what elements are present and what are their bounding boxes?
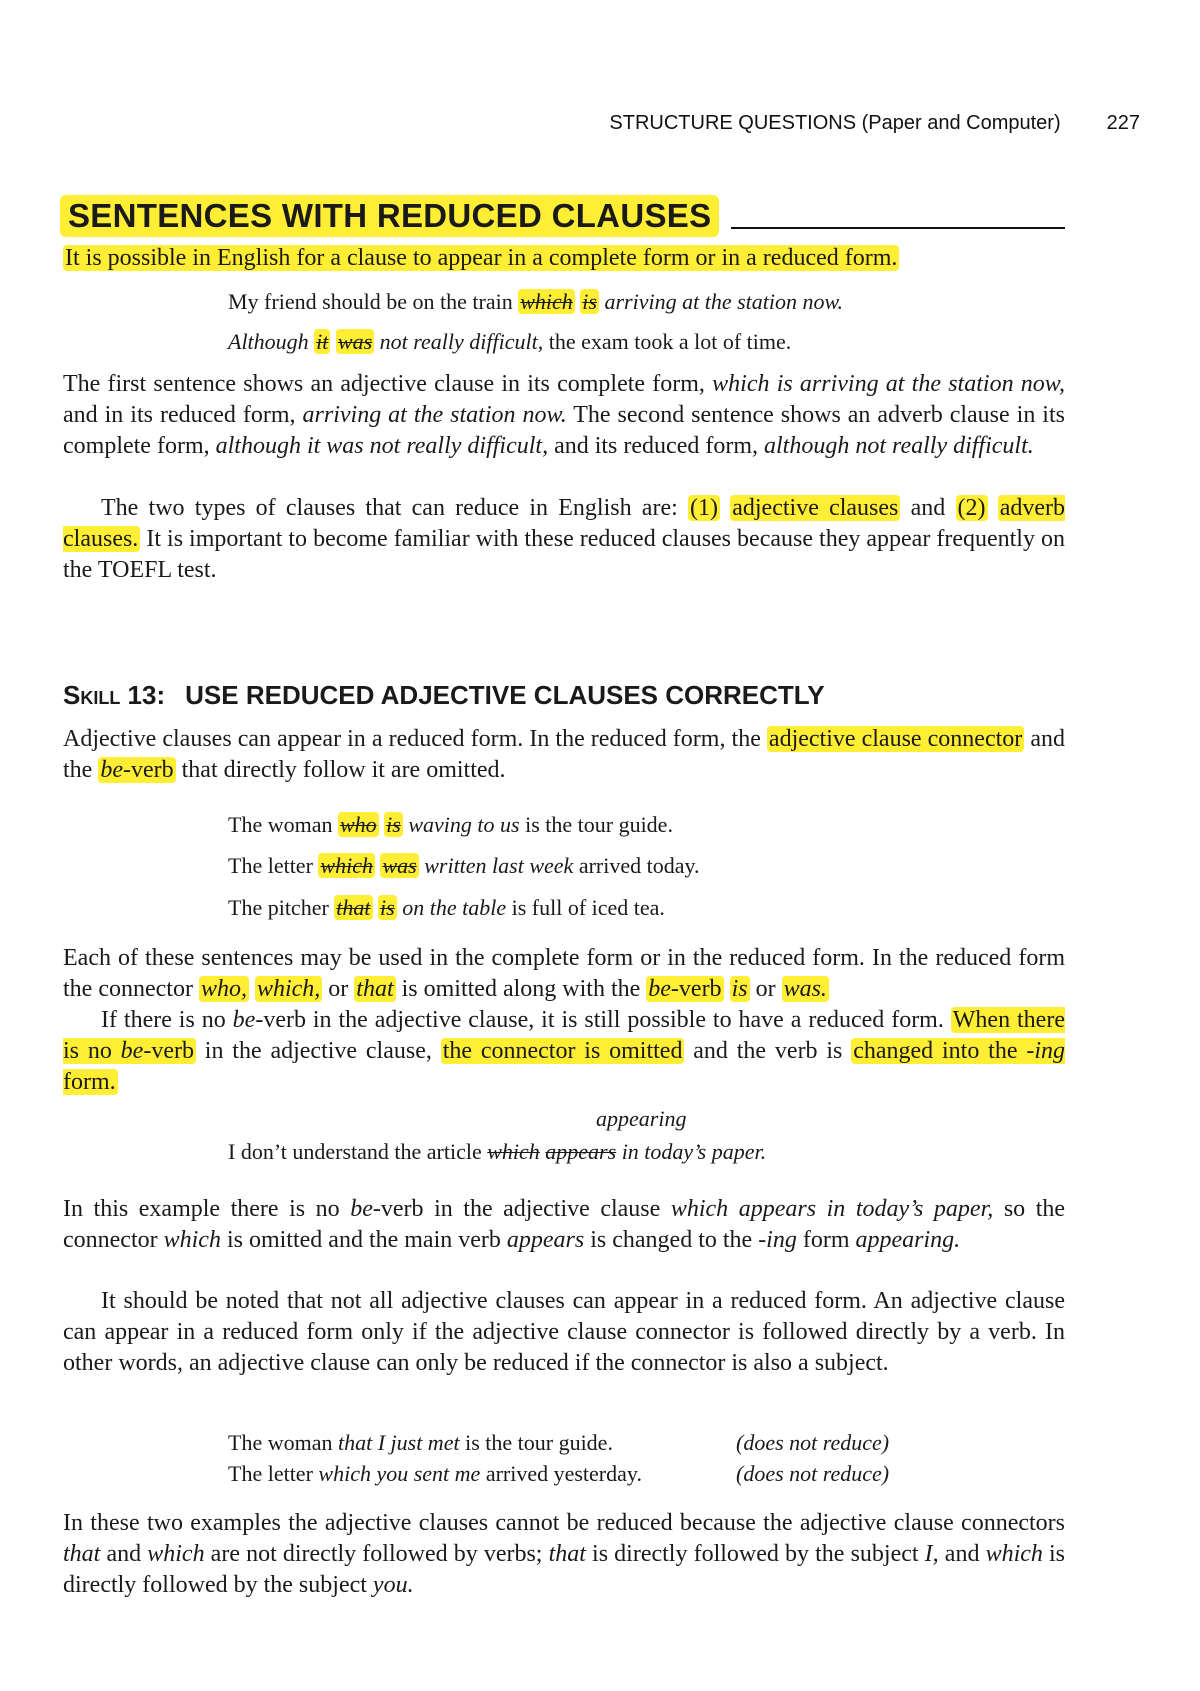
highlight-run: who, [200,976,247,1002]
text-run: The first sentence shows an adjective clause in its complete form, [63,371,713,397]
text-run: and in its reduced form, [63,402,303,428]
text-run: and the [63,726,1065,783]
heading-rule [731,227,1065,229]
text-run: It is important to become familiar with these reduced clauses because they appear frequently on the TOEFL test. [63,526,1065,583]
paragraph-8 [63,1508,1065,1601]
italic-run: which [147,1541,205,1567]
paragraph-3 [63,724,1065,786]
struck-word: which [487,1139,540,1164]
text-run: The letter [228,853,319,878]
text-run: and its reduced form, [548,433,764,459]
text-run: is the tour guide. [459,1430,613,1455]
text-run: that directly follow it are omitted. [175,757,506,783]
text-run: changed into the [853,1038,1027,1064]
text-run: -verb [670,976,722,1002]
example-sentence-3 [228,810,673,840]
text-run: form [796,1227,856,1253]
running-header [440,112,1140,135]
text-run [724,976,730,1002]
italic-run: that [63,1541,101,1567]
text-run: -verb in the adjective clause, it is still possible to have a reduced form. [255,1007,951,1033]
italic-run: not really difficult, [374,329,544,354]
italic-run: which appears in today’s paper, [670,1196,994,1222]
struck-word: which [320,853,373,878]
text-run: and the verb is [684,1038,852,1064]
italic-run: arriving at the station now. [302,402,567,428]
text-run: If there is no [101,1007,233,1033]
example-sentence-8 [228,1459,736,1489]
text-run: is omitted along with the [395,976,647,1002]
intro-highlight: It is possible in English for a clause to appear in a complete form or in a reduced form. [65,245,898,271]
italic-run: be [232,1007,256,1033]
highlight-run [646,976,723,1002]
example-sentence-7 [228,1428,736,1458]
italic-run: which [985,1541,1043,1567]
italic-run: which is arriving at the station now, [712,371,1066,397]
text-run: The second sentence shows an adverb clause in its complete form, [63,402,1065,459]
italic-run: you. [372,1572,414,1598]
text-run: The letter [228,1461,319,1486]
struck-word: is [582,289,597,314]
running-title: STRUCTURE QUESTIONS (Paper and Computer) [609,112,1061,134]
text-run: In these two examples the adjective clauses cannot be reduced because the adjective clause connectors [63,1510,1065,1536]
text-run: arrived today. [573,853,700,878]
struck-word: was [382,853,417,878]
text-run: The woman [228,812,338,837]
text-run: is directly followed by the subject [585,1541,925,1567]
italic-run: that [548,1541,586,1567]
text-run: in the adjective clause, [195,1038,441,1064]
italic-run: arriving at the station now. [598,289,844,314]
text-run: and [100,1541,148,1567]
text-run: is full of iced tea. [506,895,665,920]
text-run: the exam took a lot of time. [543,329,792,354]
text-run: Adjective clauses can appear in a reduced form. In the reduced form, the [63,726,767,752]
highlight-run: adjective clauses [732,495,899,521]
italic-run: which you sent me [318,1461,481,1486]
italic-run: although not really difficult. [764,433,1034,459]
paragraph-2 [63,493,1065,586]
section-heading [60,195,1065,237]
text-run: is changed to the [584,1227,759,1253]
text-run: -verb [143,1038,194,1064]
italic-run: I, [924,1541,939,1567]
paragraph-5 [63,1005,1065,1098]
text-run: is omitted and the main verb [220,1227,507,1253]
highlight-run [98,757,175,783]
text-run: In this example there is no [63,1196,351,1222]
italic-run: Although [228,329,315,354]
italic-run: -ing [758,1227,797,1253]
italic-run: be [648,976,671,1002]
skill-heading [63,680,825,711]
italic-run: appears [506,1227,585,1253]
struck-word: is [386,812,401,837]
text-run: or [749,976,782,1002]
italic-run: which [163,1227,221,1253]
paragraph-6 [63,1194,1065,1256]
page-number: 227 [1106,112,1140,134]
text-run: or [322,976,355,1002]
text-run: are not directly followed by verbs; [204,1541,549,1567]
italic-run: although it was not really difficult, [215,433,549,459]
example-sentence-6 [228,1137,766,1167]
italic-run: be [120,1038,144,1064]
italic-run: in today’s paper. [616,1139,767,1164]
replacement-word: appearing [596,1106,687,1131]
text-run: and [938,1541,986,1567]
skill-label: Skill 13: [63,680,166,710]
struck-word: it [316,329,329,354]
text-run: -verb [122,757,174,783]
italic-run: waving to us [402,812,520,837]
highlight-run: (1) [690,495,718,521]
italic-run: appearing. [855,1227,961,1253]
italic-run: that I just met [337,1430,460,1455]
text-run: The woman [228,1430,338,1455]
example-sentence-4 [228,851,700,881]
text-run: and [900,495,956,521]
italic-run: -ing [1026,1038,1065,1064]
text-run: -verb in the adjective clause [372,1196,671,1222]
text-run: is the tour guide. [519,812,673,837]
intro-paragraph [63,243,1065,274]
example-note: (does not reduce) [736,1430,890,1455]
struck-word: is [380,895,395,920]
text-run: arrived yesterday. [480,1461,642,1486]
example-note: (does not reduce) [736,1461,890,1486]
struck-word: that [336,895,371,920]
example-row-2 [228,1459,889,1489]
highlight-run: is [731,976,748,1002]
example-sentence-2 [228,327,791,357]
text-run: I don’t understand the article [228,1139,488,1164]
text-run: is directly followed by the subject [63,1541,1066,1598]
italic-run: on the table [396,895,507,920]
text-run: so the connector [63,1196,1066,1253]
struck-word: which [520,289,573,314]
text-run: The two types of clauses that can reduce in English are: [101,495,689,521]
struck-word: appears [545,1139,617,1164]
text-run: The pitcher [228,895,335,920]
text-run: My friend should be on the train [228,289,519,314]
highlight-run: (2) [957,495,986,521]
highlight-run: which, [256,976,321,1002]
paragraph-4 [63,943,1065,1005]
example-row-1 [228,1428,889,1458]
italic-run: be [350,1196,373,1222]
example-sentence-5 [228,893,665,923]
paragraph-7: It should be noted that not all adjective clauses can appear in a reduced form. An adjective clause can appear in a reduced form only if the adjective clause connector is followed directly by a verb. In other words, an adjective clause can only be reduced if the connector is also a subject. [63,1288,1065,1376]
highlight-run: was. [783,976,827,1002]
text-run: Each of these sentences may be used in the complete form or in the reduced form. In the reduced form the connector [63,945,1065,1002]
paragraph-1 [63,369,1065,462]
highlight-run: adjective clause connector [768,726,1023,752]
italic-run: written last week [418,853,574,878]
highlight-run: the connector is omitted [442,1038,683,1064]
italic-run: be [100,757,123,783]
text-run: form. [63,1069,116,1095]
skill-title: USE REDUCED ADJECTIVE CLAUSES CORRECTLY [185,680,825,710]
section-title: SENTENCES WITH REDUCED CLAUSES [60,195,719,237]
text-run: When there is no [63,1007,1065,1064]
struck-word: was [337,329,373,354]
highlight-run: that [356,976,394,1002]
highlight-run: adverb clauses. [63,495,1066,552]
struck-word: who [339,812,377,837]
example-sentence-1 [228,287,843,317]
